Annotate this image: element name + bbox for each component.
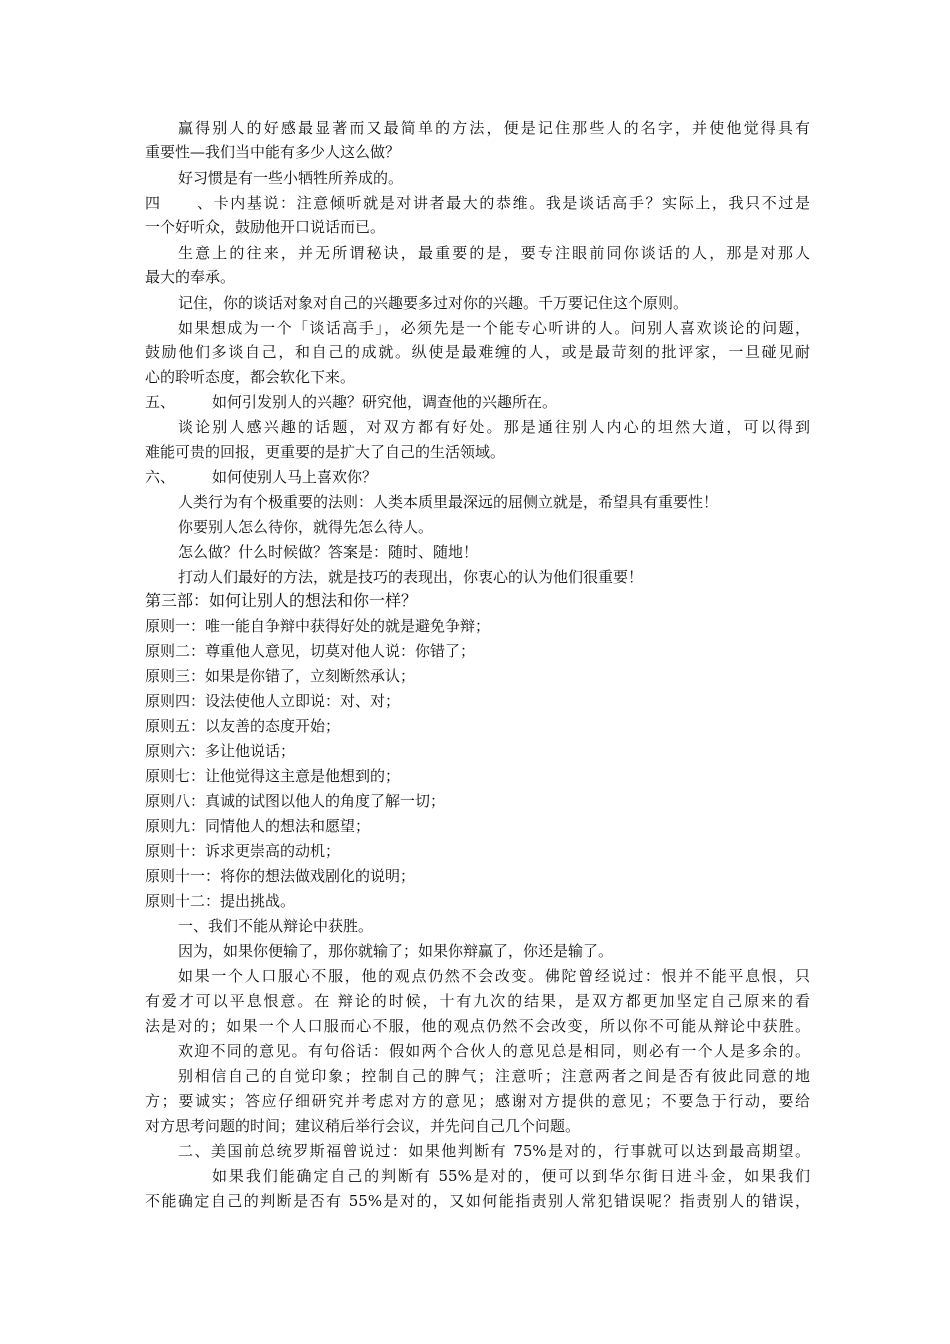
- paragraph-line: 赢得别人的好感最显著而又最简单的方法，便是记住那些人的名字，并使他觉得具有: [178, 119, 810, 137]
- paragraph-line: 好习惯是有一些小牺牲所养成的。: [178, 169, 404, 187]
- paragraph-line: 有爱才可以平息恨意。在 辩论的时候，十有九次的结果，是双方都更加坚定自己原来的看: [145, 992, 810, 1010]
- paragraph-line: 谈论别人感兴趣的话题，对双方都有好处。那是通往别人内心的坦然大道，可以得到: [178, 418, 810, 436]
- principle-item: 原则一：唯一能自争辩中获得好处的就是避免争辩；: [145, 617, 491, 635]
- section-text: 如何使别人马上喜欢你？: [212, 468, 378, 486]
- paragraph-line: 你要别人怎么待你，就得先怎么待人。: [178, 518, 434, 536]
- paragraph-line: 欢迎不同的意见。有句俗话：假如两个合伙人的意见总是相同，则必有一个人是多余的。: [178, 1042, 810, 1060]
- principle-item: 原则十一：将你的想法做戏剧化的说明；: [145, 867, 416, 885]
- principle-item: 原则十二：提出挑战。: [145, 892, 296, 910]
- paragraph-line: 法是对的；如果一个人口服而心不服，他的观点仍然不会改变，所以你不可能从辩论中获胜。: [145, 1017, 810, 1035]
- principle-item: 原则四：设法使他人立即说：对、对；: [145, 692, 401, 710]
- paragraph-line: 不能确定自己的判断是否有 55%是对的，又如何能指责别人常犯错误呢？指责别人的错误，: [145, 1192, 810, 1210]
- paragraph-line: 最大的奉承。: [145, 268, 236, 286]
- paragraph-line: 怎么做？什么时候做？答案是：随时、随地！: [178, 543, 479, 561]
- paragraph-line: 生意上的往来，并无所谓秘诀，最重要的是，要专注眼前同你谈话的人，那是对那人: [178, 244, 810, 262]
- principle-item: 原则八：真诚的试图以他人的角度了解一切；: [145, 792, 446, 810]
- section-number: 六、: [145, 468, 176, 486]
- paragraph-line: 对方思考问题的时间；建议稍后举行会议，并先问自己几个问题。: [145, 1117, 581, 1135]
- section-four-heading: [145, 191, 810, 215]
- paragraph-line: 因为，如果你便输了，那你就输了；如果你辩赢了，你还是输了。: [178, 942, 614, 960]
- section-text: 卡内基说：注意倾听就是对讲者最大的恭维。我是谈话高手？实际上，我只不过是: [212, 194, 810, 212]
- section-text: 如何引发别人的兴趣？研究他，调查他的兴趣所在。: [212, 393, 558, 411]
- paragraph-line: 打动人们最好的方法，就是技巧的表现出，你衷心的认为他们很重要！: [178, 568, 644, 586]
- principle-item: 原则十：诉求更崇高的动机；: [145, 842, 341, 860]
- paragraph-line: 一、我们不能从辩论中获胜。: [178, 917, 374, 935]
- paragraph-line: 人类行为有个极重要的法则：人类本质里最深远的屈侧立就是，希望具有重要性！: [178, 493, 719, 511]
- principle-item: 原则五：以友善的态度开始；: [145, 717, 341, 735]
- paragraph-line: 一个好听众，鼓励他开口说话而已。: [145, 218, 386, 236]
- paragraph-line: 心的聆听态度，都会软化下来。: [145, 368, 356, 386]
- section-six-heading: [145, 465, 810, 489]
- paragraph-line: 如果一个人口服心不服，他的观点仍然不会改变。佛陀曾经说过：恨并不能平息恨，只: [178, 967, 810, 985]
- paragraph-line: 重要性—我们当中能有多少人这么做？: [145, 143, 401, 161]
- principle-item: 原则九：同情他人的想法和愿望；: [145, 817, 371, 835]
- principle-item: 原则三：如果是你错了，立刻断然承认；: [145, 667, 416, 685]
- principle-item: 原则六：多让他说话；: [145, 742, 296, 760]
- paragraph-line: 如果想成为一个「谈话高手」，必须先是一个能专心听讲的人。问别人喜欢谈论的问题，: [178, 319, 810, 337]
- principle-item: 原则七：让他觉得这主意是他想到的；: [145, 767, 401, 785]
- part-three-title: 第三部：如何让别人的想法和你一样？: [145, 591, 418, 610]
- section-number: 四、: [145, 194, 212, 212]
- paragraph-line: 方；要诚实；答应仔细研究并考虑对方的意见；感谢对方提供的意见；不要急于行动，要给: [145, 1092, 810, 1110]
- paragraph-line: 难能可贵的回报，更重要的是扩大了自己的生活领域。: [145, 443, 506, 461]
- paragraph-line: 二、美国前总统罗斯福曾说过：如果他判断有 75%是对的，行事就可以达到最高期望。: [178, 1142, 810, 1160]
- paragraph-line: 鼓励他们多谈自己，和自己的成就。纵使是最难缠的人，或是最苛刻的批评家，一旦碰见耐: [145, 343, 810, 361]
- paragraph-line: 记住，你的谈话对象对自己的兴趣要多过对你的兴趣。千万要记住这个原则。: [178, 294, 689, 312]
- section-five-heading: [145, 390, 810, 414]
- paragraph-line: 如果我们能确定自己的判断有 55%是对的，便可以到华尔街日进斗金，如果我们: [212, 1167, 810, 1185]
- section-number: 五、: [145, 393, 176, 411]
- paragraph-line: 别相信自己的自觉印象；控制自己的脾气；注意听；注意两者之间是否有彼此同意的地: [178, 1067, 810, 1085]
- principle-item: 原则二：尊重他人意见，切莫对他人说：你错了；: [145, 642, 476, 660]
